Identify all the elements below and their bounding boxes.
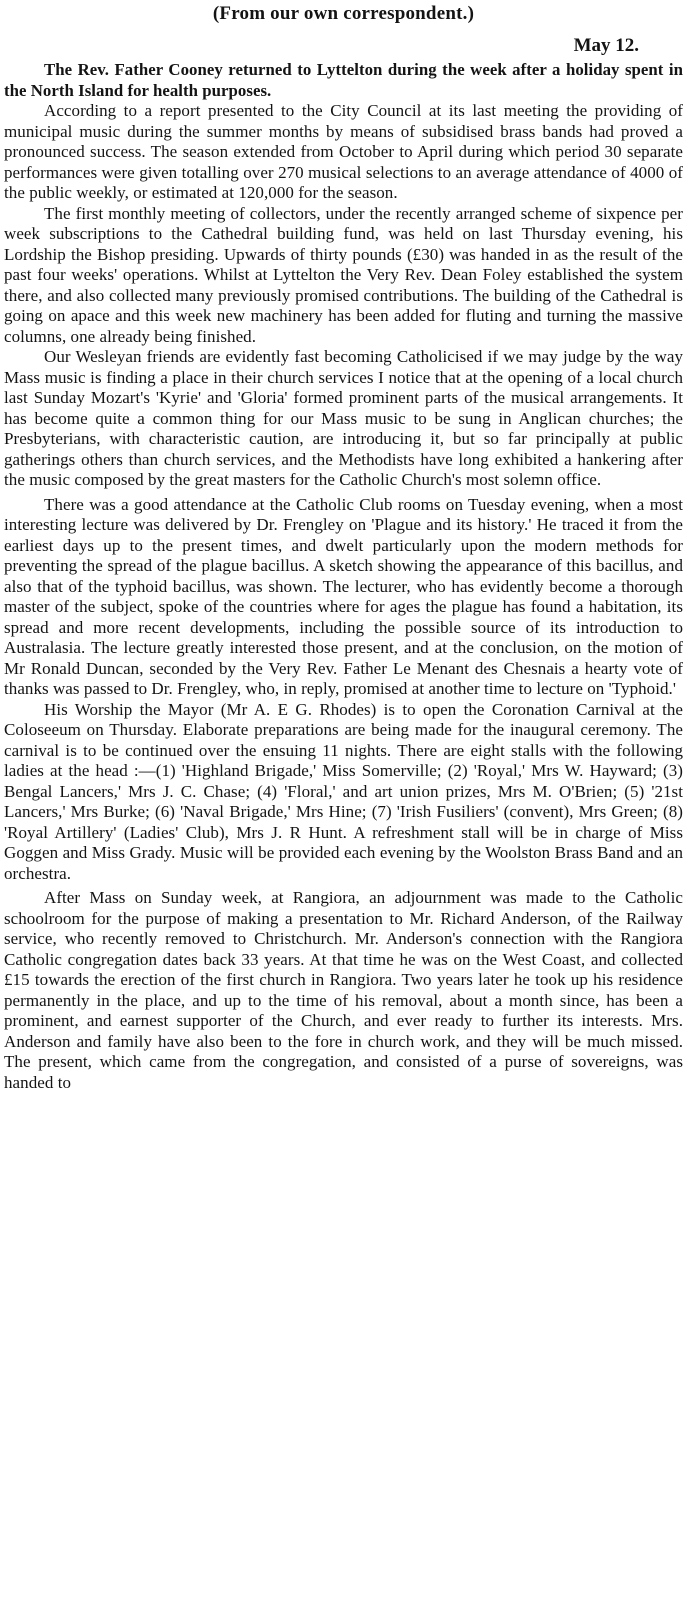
paragraph-municipal-music: According to a report presented to the City Council at its last meeting the providing of municipal music during the summer months by means of subsidised brass bands had proved a pronounced success. The season extended from October to April during which period 30 separate performances were given totalling over 270 musical selections to an average attendance of 4000 of the public weekly, or estimated at 120,000 for the season. [4,101,683,202]
paragraph-wesleyan-mass-music: Our Wesleyan friends are evidently fast becoming Catholicised if we may judge by the way Mass music is finding a place in their church services I notice that at the opening of a local church last Sunday Mozart's 'Kyrie' and 'Gloria' formed prominent parts of the musical arrangements. It has become quite a common thing for our Mass music to be sung in Anglican churches; the Presbyterians, with characteristic caution, are introducing it, but so far principally at public gatherings others than church services, and the Methodists have long exhibited a hankering after the music composed by the great masters for the Catholic Church's most solemn office. [4,347,683,489]
paragraph-coronation-carnival: His Worship the Mayor (Mr A. E G. Rhodes) is to open the Coronation Carnival at the Coloseeum on Thursday. Elaborate preparations are being made for the inaugural ceremony. The carnival is to be continued over the ensuing 11 nights. There are eight stalls with the following ladies at the head :—(1) 'Highland Brigade,' Miss Somerville; (2) 'Royal,' Mrs W. Hayward; (3) Bengal Lancers,' Mrs J. C. Chase; (4) 'Floral,' and art union prizes, Mrs M. O'Brien; (5) '21st Lancers,' Mrs Burke; (6) 'Naval Brigade,' Mrs Hine; (7) 'Irish Fusiliers' (convent), Mrs Green; (8) 'Royal Artillery' (Ladies' Club), Mrs J. R Hunt. A refreshment stall will be in charge of Miss Goggen and Miss Grady. Music will be provided each evening by the Woolston Brass Band and an orchestra. [4,699,683,883]
dateline: May 12. [573,35,639,56]
paragraph-rangiora-presentation: After Mass on Sunday week, at Rangiora, an adjournment was made to the Catholic schoolroom for the purpose of making a presentation to Mr. Richard Anderson, of the Railway service, who recently removed to Christchurch. Mr. Anderson's connection with the Rangiora Catholic congregation dates back 33 years. At that time he was on the West Coast, and collected £15 towards the erection of the first church in Rangiora. Two years later he took up his residence permanently in the place, and up to the time of his removal, about a month since, has been a prominent, and earnest supporter of the Church, and ever ready to further its interests. Mrs. Anderson and family have also been to the fore in church work, and they will be much missed. The present, which came from the congregation, and consisted of a purse of sovereigns, was handed to [4,888,683,1092]
correspondent-heading: (From our own correspondent.) [212,3,475,24]
paragraph-father-cooney: The Rev. Father Cooney returned to Lyttelton during the week after a holiday spent in the North Island for health purposes. [4,60,683,100]
paragraph-plague-lecture: There was a good attendance at the Catholic Club rooms on Tuesday evening, when a most interesting lecture was delivered by Dr. Frengley on 'Plague and its history.' He traced it from the earliest days up to the present times, and dwelt particularly upon the modern methods for preventing the spread of the plague bacillus. A sketch showing the appearance of this bacillus, and also that of the typhoid bacillus, was shown. The lecturer, who has evidently become a thorough master of the subject, spoke of the countries where for ages the plague has found a habitation, its spread and more recent developments, including the possible source of its introduction to Australasia. The lecture greatly interested those present, and at the conclusion, on the motion of Mr Ronald Duncan, seconded by the Very Rev. Father Le Menant des Chesnais a hearty vote of thanks was passed to Dr. Frengley, who, in reply, promised at another time to lecture on 'Typhoid.' [4,494,683,698]
paragraph-cathedral-collectors: The first monthly meeting of collectors, under the recently arranged scheme of sixpence per week subscriptions to the Cathedral building fund, was held on last Thursday evening, his Lordship the Bishop presiding. Upwards of thirty pounds (£30) was handed in as the result of the past four weeks' operations. Whilst at Lyttelton the Very Rev. Dean Foley established the system there, and also collected many previously promised contributions. The building of the Cathedral is going on apace and this week new machinery has been added for fluting and turning the massive columns, one already being finished. [4,203,683,346]
